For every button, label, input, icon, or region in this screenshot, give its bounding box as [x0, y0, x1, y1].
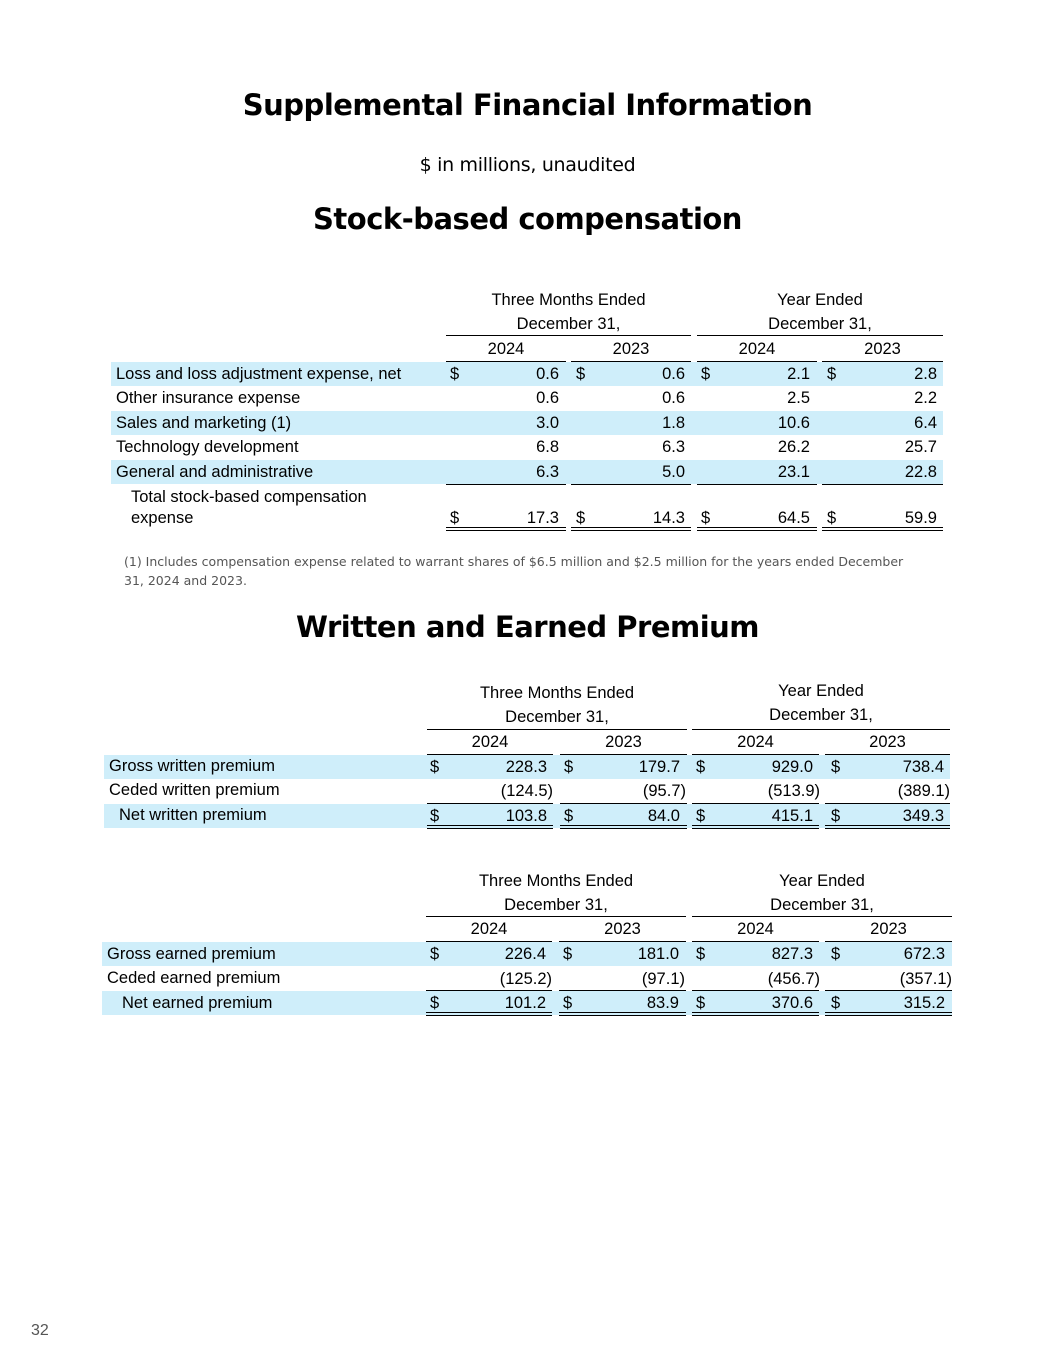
header-three-months-date: December 31, [504, 896, 608, 914]
header-three-months: Three Months Ended [491, 291, 646, 309]
page-title: Supplemental Financial Information [242, 88, 813, 122]
value-cell: 10.6 [777, 414, 810, 432]
total-value: 349.3 [902, 807, 944, 825]
currency-symbol: $ [701, 365, 711, 383]
currency-symbol: $ [696, 994, 706, 1012]
header-col-2023: 2023 [605, 733, 642, 751]
value-cell: 929.0 [771, 758, 813, 776]
subtotal-rule [559, 990, 686, 991]
header-rule [426, 916, 686, 917]
total-value: 83.9 [646, 994, 679, 1012]
value-cell: (357.1) [899, 970, 952, 988]
header-col-2023: 2023 [864, 340, 901, 358]
row-label: Gross earned premium [107, 945, 276, 963]
value-cell: 1.8 [662, 414, 685, 432]
currency-symbol: $ [563, 994, 573, 1012]
row-label: Technology development [116, 438, 299, 456]
value-cell: 672.3 [903, 945, 945, 963]
value-cell: 2.8 [914, 365, 937, 383]
value-cell: 738.4 [902, 758, 944, 776]
stock-comp-title: Stock-based compensation [313, 202, 742, 236]
header-year-ended-date: December 31, [770, 896, 874, 914]
currency-symbol: $ [831, 945, 841, 963]
total-value: 101.2 [504, 994, 546, 1012]
value-cell: 179.7 [638, 758, 680, 776]
value-cell: (389.1) [897, 782, 950, 800]
total-value: 17.3 [526, 509, 559, 527]
row-label: Ceded earned premium [107, 969, 281, 987]
currency-symbol: $ [696, 945, 706, 963]
value-cell: 6.4 [914, 414, 937, 432]
total-double-rule [559, 1012, 686, 1016]
header-col-2023: 2023 [612, 340, 650, 358]
footnote: (1) Includes compensation expense related to warrant shares of $6.5 million and $2.5 million for the years ended December 31, 2024 and 2023. [124, 554, 904, 588]
header-year-ended-date: December 31, [769, 706, 873, 724]
currency-symbol: $ [430, 994, 440, 1012]
currency-symbol: $ [831, 994, 841, 1012]
value-cell: 827.3 [771, 945, 813, 963]
value-cell: 226.4 [504, 945, 546, 963]
row-label: Loss and loss adjustment expense, net [116, 365, 402, 383]
currency-symbol: $ [696, 758, 706, 776]
currency-symbol: $ [576, 365, 586, 383]
header-three-months: Three Months Ended [478, 872, 634, 890]
value-cell: (124.5) [500, 782, 553, 800]
value-cell: 0.6 [662, 389, 685, 407]
header-col-2024: 2024 [470, 920, 508, 938]
currency-symbol: $ [564, 807, 574, 825]
value-cell: 0.6 [662, 365, 685, 383]
total-value: 14.3 [652, 509, 685, 527]
currency-symbol: $ [430, 945, 440, 963]
currency-symbol: $ [430, 758, 440, 776]
value-cell: (513.9) [767, 782, 820, 800]
currency-symbol: $ [696, 807, 706, 825]
value-cell: 0.6 [536, 365, 559, 383]
header-three-months-date: December 31, [516, 315, 621, 333]
value-cell: 3.0 [536, 414, 559, 432]
currency-symbol: $ [430, 807, 440, 825]
currency-symbol: $ [450, 365, 460, 383]
value-cell: 6.3 [662, 438, 685, 456]
header-year-ended: Year Ended [778, 682, 864, 700]
currency-symbol: $ [576, 509, 586, 527]
value-cell: 2.2 [914, 389, 937, 407]
value-cell: (125.2) [499, 970, 552, 988]
currency-symbol: $ [450, 509, 460, 527]
currency-symbol: $ [827, 509, 837, 527]
header-col-2023: 2023 [870, 920, 907, 938]
header-three-months: Three Months Ended [479, 684, 635, 702]
header-col-2024: 2024 [487, 340, 525, 358]
value-cell: 2.5 [787, 389, 810, 407]
header-col-2024: 2024 [737, 920, 774, 938]
total-value: 64.5 [777, 509, 810, 527]
header-col-2023: 2023 [869, 733, 906, 751]
row-label: Sales and marketing (1) [116, 414, 292, 432]
row-label: General and administrative [116, 463, 314, 481]
value-cell: 228.3 [505, 758, 547, 776]
currency-symbol: $ [564, 758, 574, 776]
subtotal-rule [426, 990, 552, 991]
header-col-2023: 2023 [604, 920, 641, 938]
header-col-2024: 2024 [471, 733, 509, 751]
value-cell: (456.7) [767, 970, 820, 988]
row-label: Gross written premium [109, 757, 275, 775]
value-cell: 26.2 [777, 438, 810, 456]
total-value: 315.2 [903, 994, 945, 1012]
currency-symbol: $ [701, 509, 711, 527]
subtotal-rule [825, 990, 952, 991]
value-cell: 6.8 [536, 438, 559, 456]
value-cell: 22.8 [904, 463, 937, 481]
value-cell: 5.0 [662, 463, 685, 481]
row-label: Ceded written premium [109, 781, 280, 799]
header-year-ended: Year Ended [777, 291, 863, 309]
total-double-rule [825, 1012, 952, 1016]
header-col-2024: 2024 [738, 340, 776, 358]
total-label: Net written premium [119, 806, 267, 824]
row-label: Other insurance expense [116, 389, 301, 407]
total-value: 415.1 [771, 807, 813, 825]
value-cell: 25.7 [904, 438, 937, 456]
page-number: 32 [31, 1322, 49, 1339]
currency-symbol: $ [827, 365, 837, 383]
total-value: 370.6 [771, 994, 813, 1012]
header-year-ended: Year Ended [779, 872, 865, 890]
value-cell: 6.3 [536, 463, 559, 481]
total-value: 103.8 [505, 807, 547, 825]
header-col-2024: 2024 [737, 733, 774, 751]
total-value: 59.9 [904, 509, 937, 527]
value-cell: 181.0 [637, 945, 679, 963]
currency-symbol: $ [831, 807, 841, 825]
value-cell: (95.7) [642, 782, 686, 800]
total-label: Total stock-based compensation [131, 488, 367, 506]
subtotal-rule [692, 990, 819, 991]
total-double-rule [692, 1012, 819, 1016]
value-cell: 0.6 [536, 389, 559, 407]
total-double-rule [426, 1012, 552, 1016]
total-label: expense [131, 509, 194, 527]
premium-title: Written and Earned Premium [295, 610, 760, 644]
header-three-months-date: December 31, [505, 708, 609, 726]
total-label: Net earned premium [122, 994, 273, 1012]
units-subtitle: $ in millions, unaudited [419, 154, 636, 176]
currency-symbol: $ [563, 945, 573, 963]
total-value: 84.0 [647, 807, 680, 825]
value-cell: 2.1 [787, 365, 810, 383]
header-rule [692, 916, 952, 917]
value-cell: 23.1 [777, 463, 810, 481]
header-year-ended-date: December 31, [768, 315, 872, 333]
currency-symbol: $ [831, 758, 841, 776]
value-cell: (97.1) [641, 970, 685, 988]
